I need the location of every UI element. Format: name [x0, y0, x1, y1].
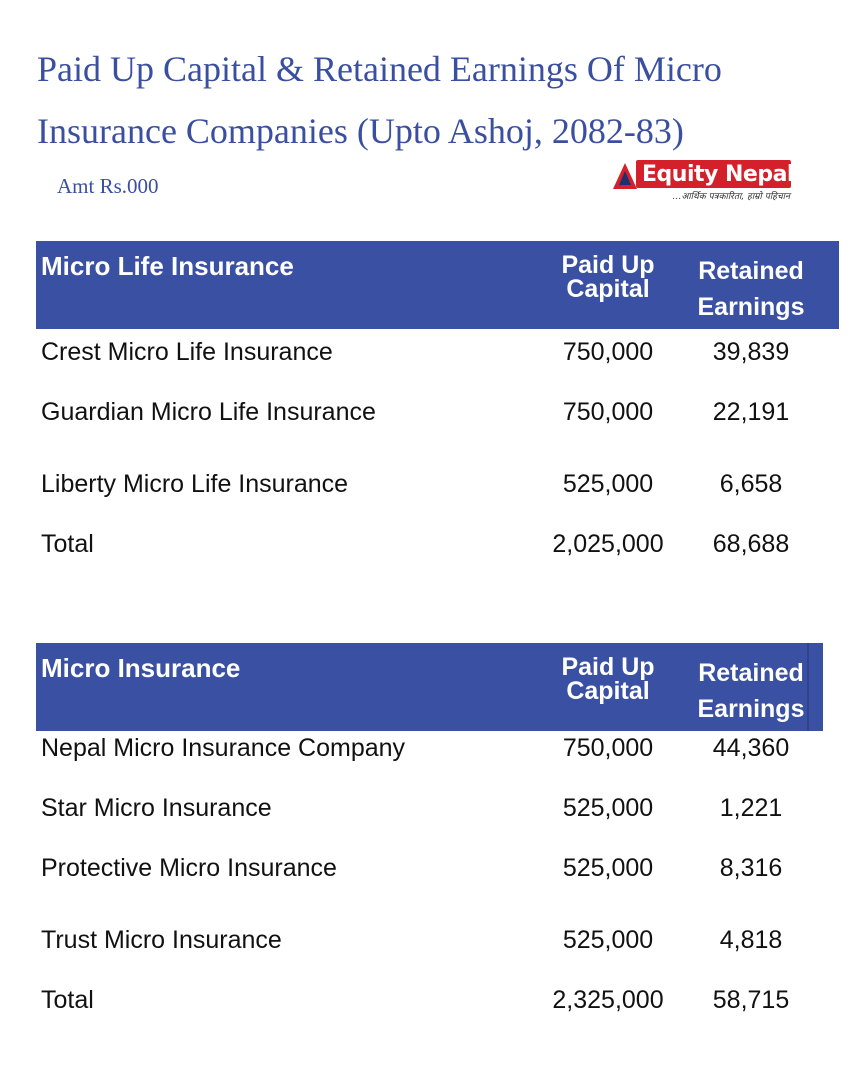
header-divider [807, 643, 809, 731]
table-row [36, 728, 839, 768]
page-title: Paid Up Capital & Retained Earnings Of Micro Insurance Companies (Upto Ashoj, 2082-83) [37, 49, 722, 151]
paid-up-capital-value: 750,000 [562, 338, 654, 366]
total-label: Total [41, 530, 94, 558]
company-name: Protective Micro Insurance [41, 854, 337, 882]
paid-up-capital-value: 525,000 [562, 926, 654, 954]
paid-up-capital-value: 750,000 [562, 398, 654, 426]
retained-earnings-value: 4,818 [719, 926, 783, 954]
company-name: Nepal Micro Insurance Company [41, 734, 406, 762]
total-row [36, 980, 839, 1020]
column-header-retained-earnings: Retained Earnings [697, 257, 805, 321]
total-paid-up-capital: 2,325,000 [552, 986, 664, 1014]
company-name: Guardian Micro Life Insurance [41, 398, 376, 426]
equity-nepal-logo [612, 158, 792, 204]
total-row [36, 524, 839, 564]
logo-tagline: …आर्थिक पत्रकारिता, हाम्रो पहिचान [672, 192, 790, 202]
total-retained-earnings: 58,715 [712, 986, 790, 1014]
column-header-paid-up-capital: Paid Up Capital [561, 653, 655, 705]
company-name: Trust Micro Insurance [41, 926, 282, 954]
retained-earnings-value: 1,221 [719, 794, 783, 822]
total-label: Total [41, 986, 94, 1014]
paid-up-capital-value: 750,000 [562, 734, 654, 762]
table-heading: Micro Insurance [41, 653, 241, 683]
logo-wordmark: Equity Nepal [642, 162, 794, 187]
company-name: Liberty Micro Life Insurance [41, 470, 349, 498]
retained-earnings-value: 44,360 [712, 734, 790, 762]
amount-unit: Amt Rs.000 [57, 174, 159, 198]
company-name: Star Micro Insurance [41, 794, 272, 822]
paid-up-capital-value: 525,000 [562, 854, 654, 882]
table-row [36, 848, 839, 888]
table-row [36, 392, 839, 432]
table-row [36, 788, 839, 828]
retained-earnings-value: 22,191 [712, 398, 790, 426]
table-header-micro-life [36, 241, 839, 329]
table-heading: Micro Life Insurance [41, 251, 294, 281]
total-paid-up-capital: 2,025,000 [552, 530, 664, 558]
column-header-paid-up-capital: Paid Up Capital [561, 251, 655, 303]
table-row [36, 920, 839, 960]
retained-earnings-value: 6,658 [719, 470, 783, 498]
table-row [36, 332, 839, 372]
total-retained-earnings: 68,688 [712, 530, 790, 558]
table-header-micro-insurance [36, 643, 823, 731]
retained-earnings-value: 8,316 [719, 854, 783, 882]
company-name: Crest Micro Life Insurance [41, 338, 333, 366]
table-row [36, 464, 839, 504]
logo-triangle-icon [612, 162, 638, 190]
retained-earnings-value: 39,839 [712, 338, 790, 366]
column-header-retained-earnings: Retained Earnings [697, 659, 805, 723]
paid-up-capital-value: 525,000 [562, 470, 654, 498]
paid-up-capital-value: 525,000 [562, 794, 654, 822]
